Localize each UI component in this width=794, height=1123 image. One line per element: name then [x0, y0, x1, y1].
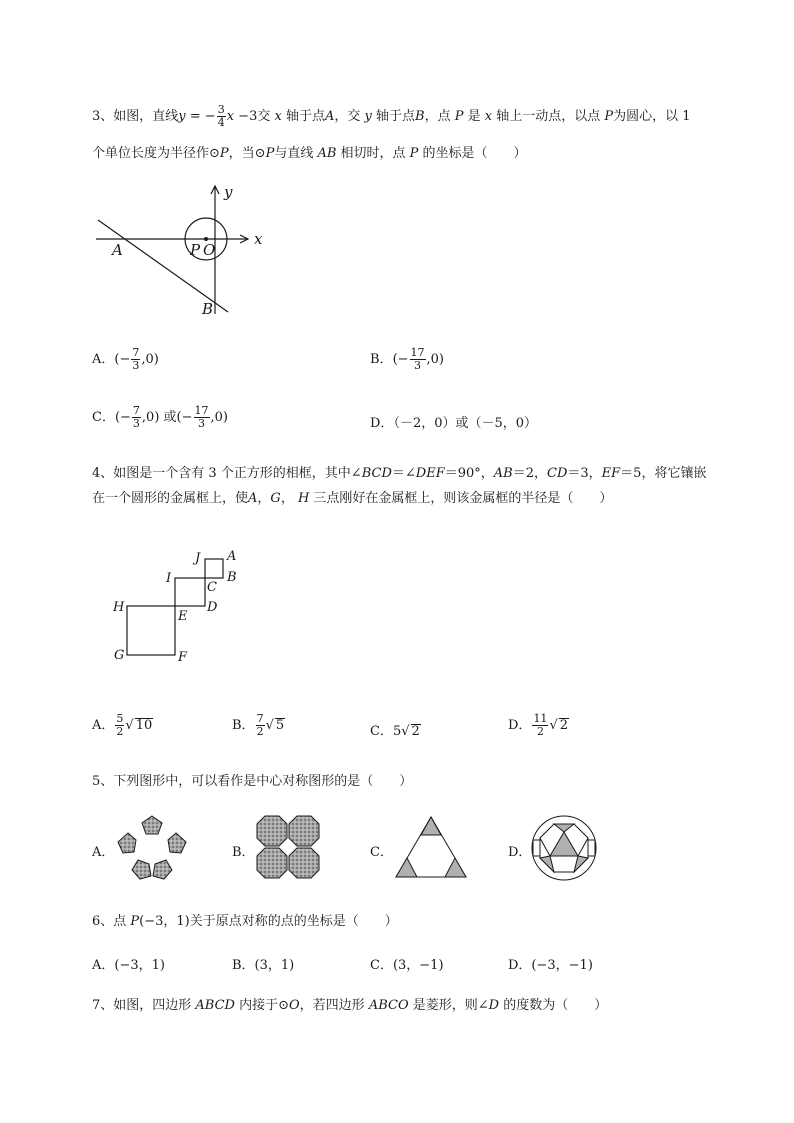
square-large	[127, 606, 175, 655]
label-d: D	[207, 600, 218, 615]
q6-option-c[interactable]: C．(3，−1)	[370, 958, 444, 973]
q5-figure-b	[256, 815, 320, 879]
label-h: H	[113, 600, 125, 615]
octagon	[289, 816, 319, 846]
q4-figure	[105, 545, 255, 670]
label-j: J	[195, 551, 201, 566]
pentagon	[168, 833, 186, 853]
q6-question: 6、点 P(−3，1)关于原点对称的点的坐标是（ ）	[92, 914, 398, 929]
q5-figure-a	[116, 814, 188, 882]
q4-line2: 在一个圆形的金属框上，使A，G， H 三点刚好在金属框上，则该金属框的半径是（ ）	[92, 491, 613, 506]
label-o: O	[203, 241, 216, 259]
label-p: P	[190, 241, 201, 259]
label-c: C	[207, 580, 217, 595]
q3-line1: 3、如图，直线y = − $\frac{3}{4}$ x −3交 x 轴于点A，交 y 轴于点B，点 P 是 x 轴上一动点，以点 P为圆心，以 1	[92, 103, 691, 129]
label-y: y	[224, 183, 233, 201]
q5-option-a[interactable]: A．	[92, 845, 115, 860]
q4-line1: 4、如图是一个含有 3 个正方形的相框，其中∠BCD＝∠DEF＝90°，AB＝2，CD＝3，EF＝5，将它镶嵌	[92, 466, 707, 481]
label-b: B	[202, 300, 214, 318]
label-a: A	[227, 549, 237, 564]
label-i: I	[166, 571, 172, 586]
pentagon	[153, 860, 172, 879]
fraction: $\frac{3}{4}$	[217, 103, 225, 129]
q3-option-a[interactable]: A．(− $\frac{7}{3}$ ,0)	[92, 346, 159, 372]
side-square	[588, 840, 595, 856]
q5-option-d[interactable]: D．	[508, 845, 532, 860]
q4-option-d[interactable]: D． $\frac{11}{2}$ √ 2	[508, 712, 569, 738]
label-g: G	[114, 648, 125, 663]
octagon	[289, 848, 319, 878]
label-e: E	[178, 609, 188, 624]
q6-option-a[interactable]: A．(−3，1)	[92, 958, 165, 973]
q5-option-b[interactable]: B．	[232, 845, 255, 860]
pentagon	[118, 833, 136, 853]
corner-triangle	[421, 817, 441, 835]
q5-figure-d	[530, 814, 598, 882]
label-f: F	[178, 650, 188, 665]
side-square	[533, 840, 540, 856]
q7-question: 7、如图，四边形 ABCD 内接于⊙O，若四边形 ABCO 是菱形，则∠D 的度数为（ ）	[92, 998, 608, 1013]
q4-option-b[interactable]: B． $\frac{7}{2}$ √ 5	[232, 712, 285, 738]
q4-option-c[interactable]: C．5√ 2	[370, 724, 420, 739]
pentagon	[142, 816, 162, 834]
q5-option-c[interactable]: C．	[370, 845, 393, 860]
q5-figure-c	[394, 815, 468, 879]
q6-option-d[interactable]: D．(−3，−1)	[508, 958, 593, 973]
octagon	[257, 816, 287, 846]
square-small	[205, 559, 223, 578]
label-b: B	[227, 570, 237, 585]
q5-question: 5、下列图形中，可以看作是中心对称图形的是（ ）	[92, 774, 413, 789]
q4-option-a[interactable]: A． $\frac{5}{2}$ √ 10	[92, 712, 153, 738]
q3-option-b[interactable]: B．(− $\frac{17}{3}$ ,0)	[370, 346, 445, 372]
square-middle	[175, 578, 205, 606]
octagon	[257, 848, 287, 878]
q3-figure	[90, 180, 280, 320]
q6-option-b[interactable]: B．(3，1)	[232, 958, 295, 973]
label-a: A	[112, 241, 123, 259]
pentagon	[132, 860, 151, 879]
q3-option-d[interactable]: D．（－2，0）或（－5，0）	[370, 416, 538, 431]
line-ab	[98, 220, 228, 312]
label-x: x	[254, 230, 263, 248]
q3-option-c[interactable]: C．(− $\frac{7}{3}$ ,0) 或(− $\frac{17}{3}$ ,0)	[92, 404, 228, 430]
q3-line2: 个单位长度为半径作⊙P，当⊙P与直线 AB 相切时，点 P 的坐标是（ ）	[92, 146, 527, 161]
